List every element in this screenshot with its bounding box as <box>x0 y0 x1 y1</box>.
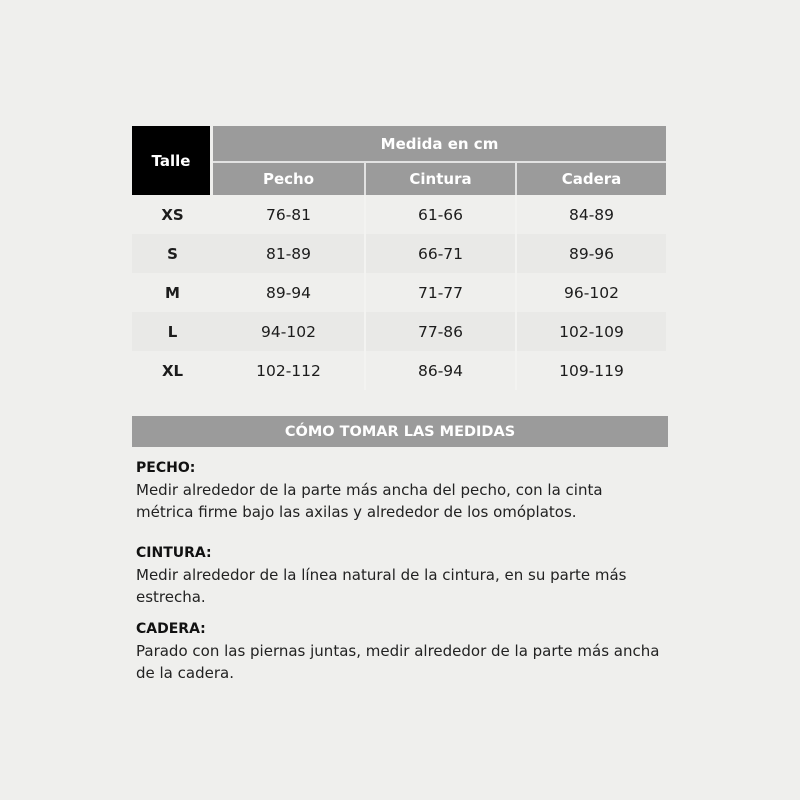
table-row <box>132 312 666 351</box>
talle-header: Talle <box>132 126 210 195</box>
pecho-text-line: Medir alrededor de la parte más ancha del pecho, con la cinta <box>136 481 603 499</box>
pecho-text-line: métrica firme bajo las axilas y alrededor de los omóplatos. <box>136 503 577 521</box>
cadera-cell: 89-96 <box>515 234 666 273</box>
cintura-text-line: Medir alrededor de la línea natural de la cintura, en su parte más <box>136 566 627 584</box>
size-cell: XL <box>161 361 184 380</box>
cadera-instructions <box>136 618 676 684</box>
size-chart-table <box>132 126 666 390</box>
cintura-cell: 66-71 <box>364 234 515 273</box>
pecho-cell: 94-102 <box>213 312 364 351</box>
cintura-text-line: estrecha. <box>136 588 206 606</box>
pecho-heading: PECHO: <box>136 460 196 476</box>
cadera-cell: 96-102 <box>515 273 666 312</box>
cadera-text-line: de la cadera. <box>136 664 234 682</box>
table-row <box>132 234 666 273</box>
cintura-instructions <box>136 542 676 608</box>
cintura-cell: 71-77 <box>364 273 515 312</box>
cadera-cell: 102-109 <box>515 312 666 351</box>
pecho-cell: 81-89 <box>213 234 364 273</box>
cintura-heading: CINTURA: <box>136 545 212 561</box>
cadera-text-line: Parado con las piernas juntas, medir alrededor de la parte más ancha <box>136 642 660 660</box>
cadera-heading: CADERA: <box>136 621 206 637</box>
medida-header: Medida en cm <box>213 126 666 163</box>
column-header-cintura: Cintura <box>364 163 515 195</box>
column-header-pecho: Pecho <box>213 163 364 195</box>
table-row <box>132 351 666 390</box>
table-row <box>132 273 666 312</box>
pecho-cell: 76-81 <box>265 205 312 224</box>
cadera-cell: 84-89 <box>515 195 666 234</box>
size-cell: M <box>165 283 180 302</box>
cadera-cell: 109-119 <box>515 351 666 390</box>
how-to-measure-header: CÓMO TOMAR LAS MEDIDAS <box>132 416 668 447</box>
size-cell: S <box>132 234 213 273</box>
size-cell: L <box>132 312 213 351</box>
cintura-cell: 61-66 <box>364 195 515 234</box>
cintura-cell: 77-86 <box>364 312 515 351</box>
table-row <box>132 195 666 234</box>
cintura-cell: 86-94 <box>364 351 515 390</box>
size-cell: XS <box>161 205 184 224</box>
pecho-cell: 89-94 <box>265 283 312 302</box>
column-header-cadera: Cadera <box>515 163 666 195</box>
pecho-cell: 102-112 <box>256 361 321 380</box>
pecho-instructions <box>136 457 676 523</box>
